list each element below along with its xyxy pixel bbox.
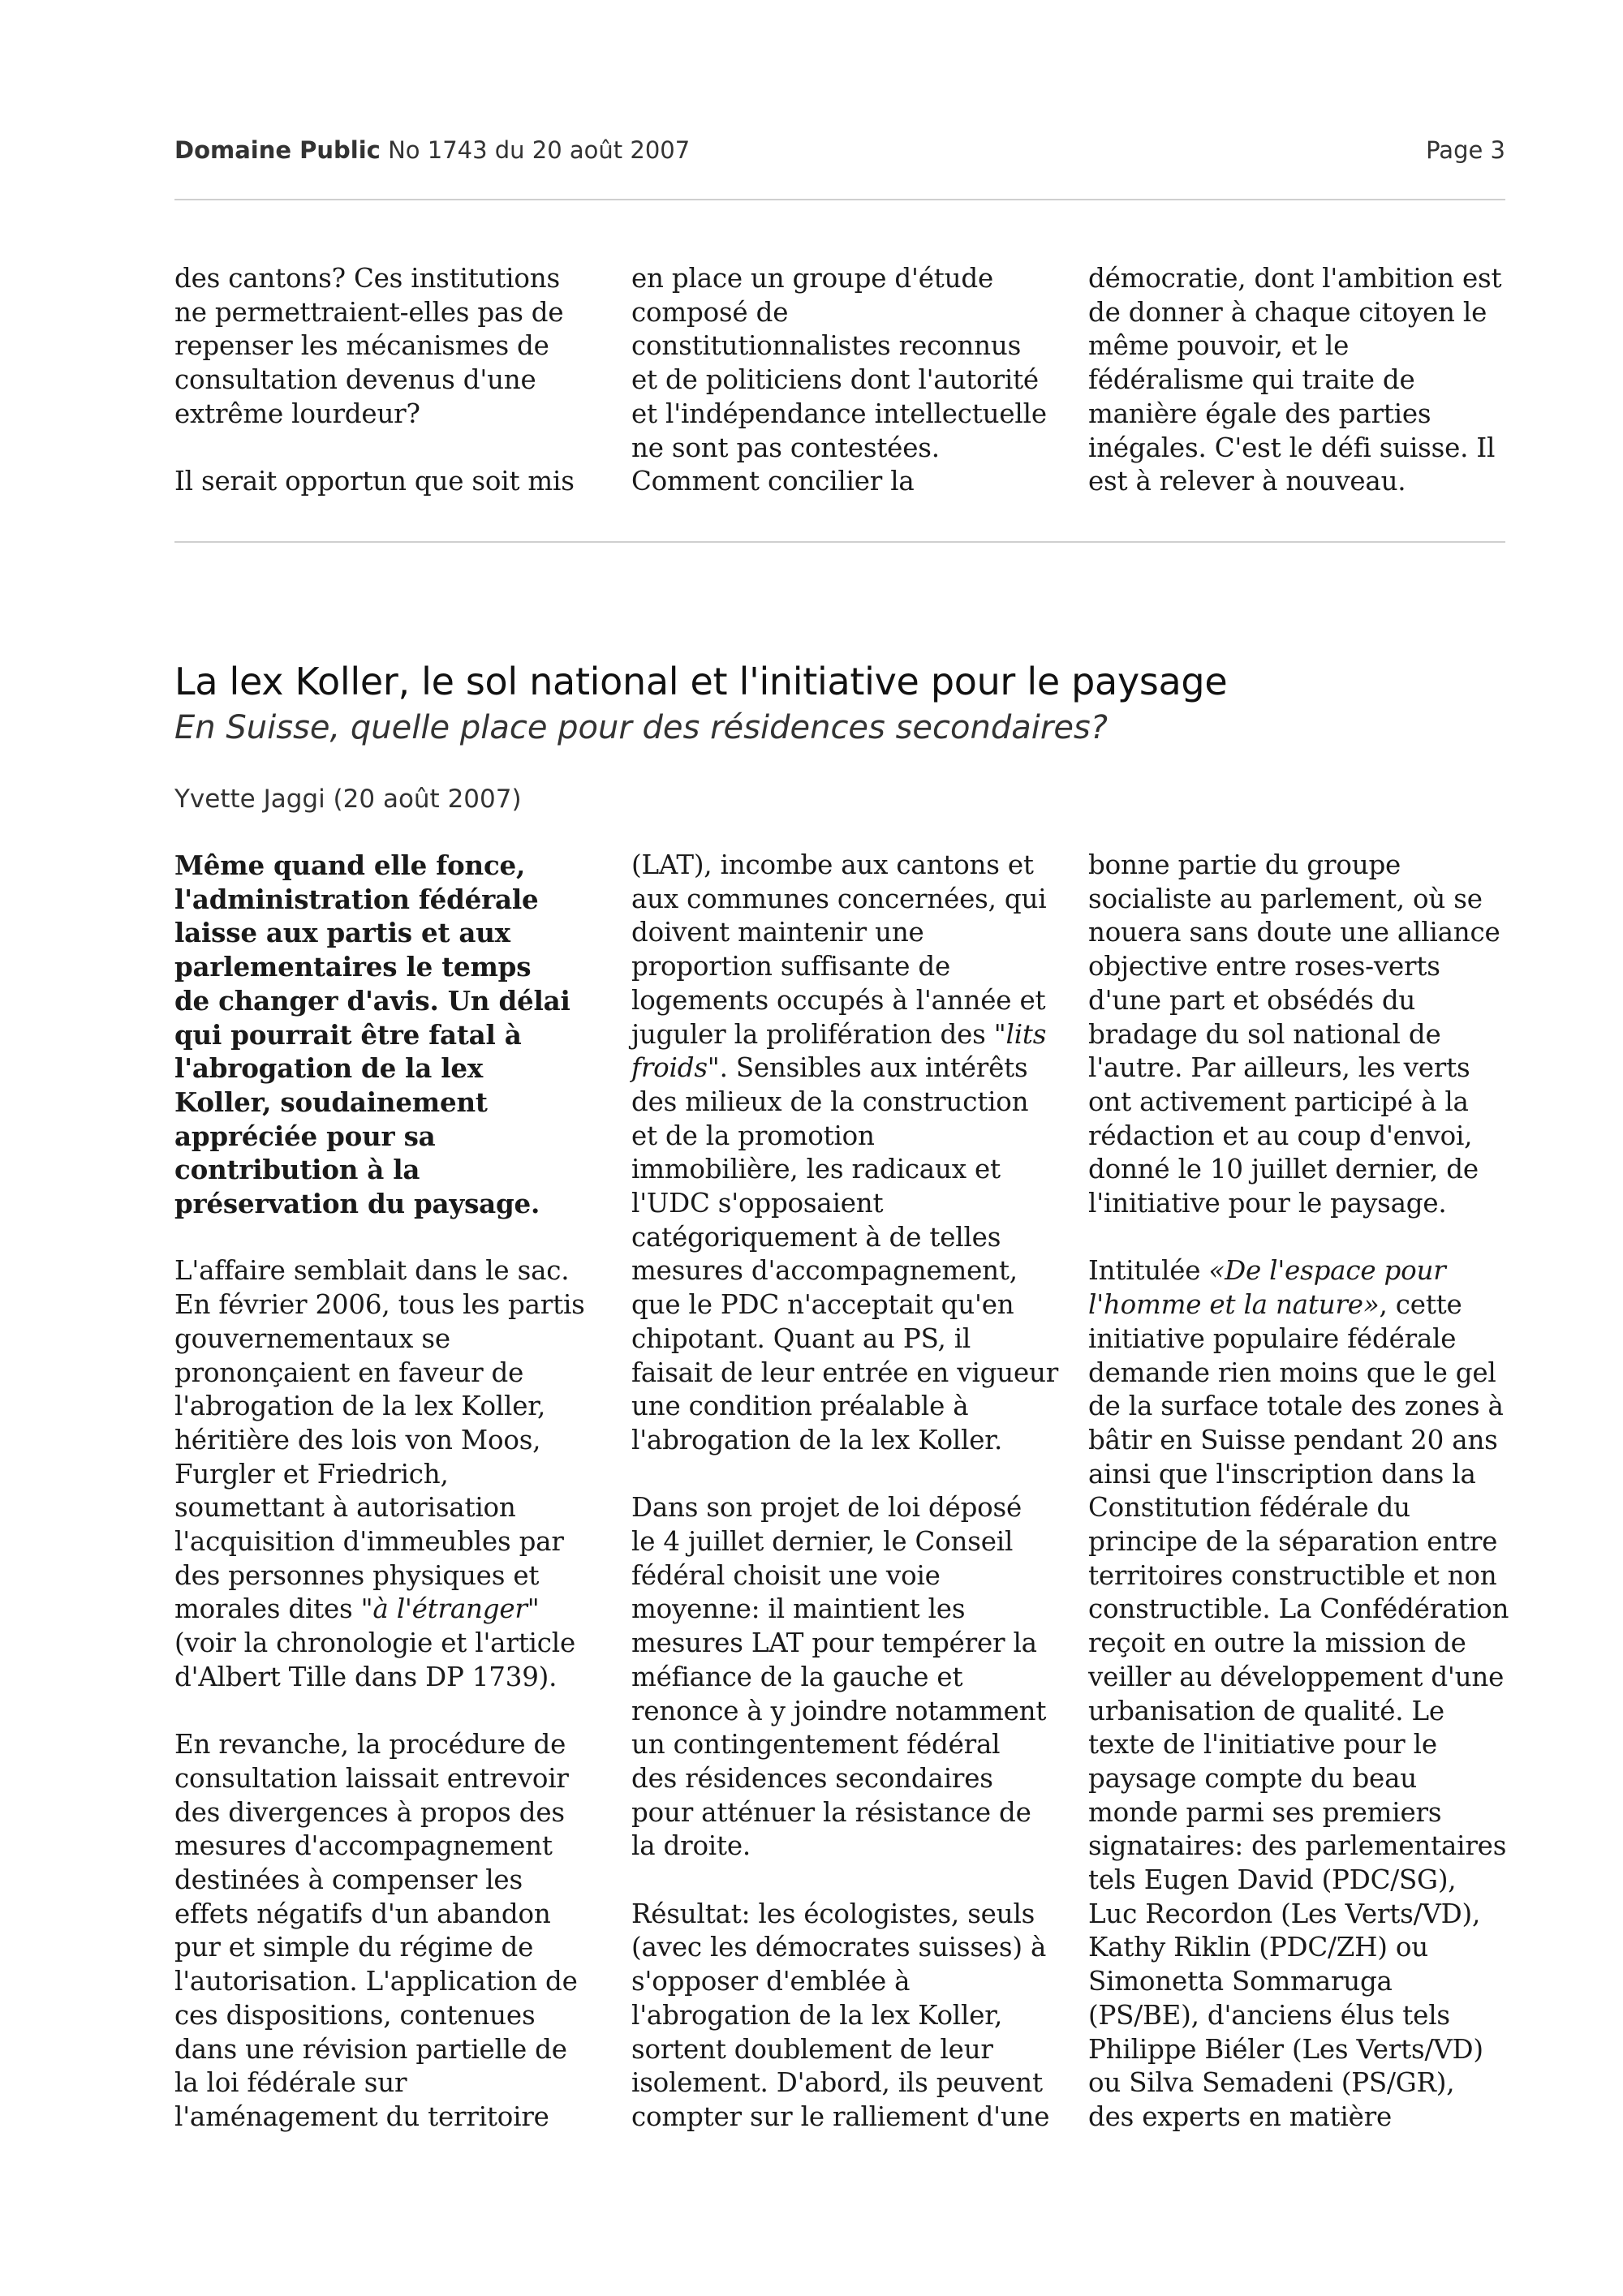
lead-line: l'abrogation de la lex <box>174 1052 484 1085</box>
text-line: immobilière, les radicaux et <box>631 1154 1001 1185</box>
text-line: l'acquisition d'immeubles par <box>174 1526 564 1558</box>
text-line: et l'indépendance intellectuelle <box>631 398 1047 429</box>
text-line: mesures d'accompagnement <box>174 1830 553 1862</box>
text-line: ne sont pas contestées. <box>631 432 940 463</box>
text-line: démocratie, dont l'ambition est <box>1088 263 1502 294</box>
text-line: des résidences secondaires <box>631 1762 993 1794</box>
text-line: mesures LAT pour tempérer la <box>631 1627 1037 1659</box>
text-line: veiller au développement d'une <box>1088 1661 1505 1692</box>
text-line: fédéralisme qui traite de <box>1088 364 1415 396</box>
text-line: de la surface totale des zones à <box>1088 1391 1504 1422</box>
text-line: inégales. C'est le défi suisse. Il <box>1088 432 1496 463</box>
text-line: repenser les mécanismes de <box>174 330 549 362</box>
text-line: territoires constructible et non <box>1088 1559 1497 1591</box>
lead-line: l'administration fédérale <box>174 883 539 915</box>
text-run: , cette <box>1379 1289 1462 1321</box>
article-divider <box>174 541 1505 543</box>
article-col-2 <box>631 849 1059 2135</box>
text-line: des milieux de la construction <box>631 1086 1029 1117</box>
text-line: (voir la chronologie et l'article <box>174 1627 575 1659</box>
text-line <box>631 1018 1053 1052</box>
lead-line: contribution à la <box>174 1154 420 1186</box>
text-run: morales dites <box>174 1593 361 1625</box>
text-line: tels Eugen David (PDC/SG), <box>1088 1864 1457 1896</box>
italic-run: froids" <box>631 1052 720 1084</box>
text-line: chipotant. Quant au PS, il <box>631 1322 971 1354</box>
article-subtitle: En Suisse, quelle place pour des résidences secondaires? <box>174 709 1108 746</box>
text-line: catégoriquement à de telles <box>631 1221 1001 1253</box>
text-line: renonce à y joindre notamment <box>631 1695 1047 1726</box>
text-run: juguler la prolifération des <box>631 1018 994 1050</box>
text-line: effets négatifs d'un abandon <box>174 1898 551 1929</box>
lead-line: parlementaires le temps <box>174 951 532 983</box>
text-line: Simonetta Sommaruga <box>1088 1966 1393 1997</box>
text-line: Il serait opportun que soit mis <box>174 466 575 497</box>
text-line: composé de <box>631 296 789 328</box>
text-line <box>631 1051 1053 1086</box>
text-line: Dans son projet de loi déposé <box>631 1492 1022 1524</box>
paragraph-gap <box>631 1458 1053 1492</box>
text-line: d'Albert Tille dans DP 1739). <box>174 1661 558 1692</box>
publication-name: Domaine Public <box>174 136 381 164</box>
running-header <box>174 136 1505 169</box>
text-line: l'abrogation de la lex Koller. <box>631 1424 1003 1455</box>
text-line: Comment concilier la <box>631 466 915 497</box>
text-line: Furgler et Friedrich, <box>174 1458 449 1490</box>
text-line: logements occupés à l'année et <box>631 984 1046 1016</box>
prev-article-col-1 <box>174 262 596 499</box>
text-line: s'opposer d'emblée à <box>631 1966 911 1997</box>
text-line: ne permettraient-elles pas de <box>174 296 564 328</box>
text-line: Luc Recordon (Les Verts/VD), <box>1088 1898 1481 1929</box>
text-line: sortent doublement de leur <box>631 2033 993 2065</box>
text-line: l'aménagement du territoire <box>174 2100 549 2132</box>
text-line: l'abrogation de la lex Koller, <box>174 1391 546 1422</box>
text-line: consultation laissait entrevoir <box>174 1762 569 1794</box>
article-title: La lex Koller, le sol national et l'initiative pour le paysage <box>174 660 1228 703</box>
text-line: Constitution fédérale du <box>1088 1492 1410 1524</box>
text-line: l'autre. Par ailleurs, les verts <box>1088 1052 1470 1084</box>
text-line <box>174 1593 596 1627</box>
lead-line: laisse aux partis et aux <box>174 917 510 949</box>
italic-run: l'homme et la nature» <box>1088 1289 1380 1321</box>
text-line: le 4 juillet dernier, le Conseil <box>631 1526 1014 1558</box>
paragraph-gap <box>174 432 596 466</box>
text-line: gouvernementaux se <box>174 1322 450 1354</box>
lead-line: appréciée pour sa <box>174 1120 436 1152</box>
text-line: manière égale des parties <box>1088 398 1431 429</box>
text-line: un contingentement fédéral <box>631 1729 1001 1761</box>
text-line: dans une révision partielle de <box>174 2033 567 2065</box>
text-line: principe de la séparation entre <box>1088 1526 1498 1558</box>
text-line: en place un groupe d'étude <box>631 263 994 294</box>
text-line: ainsi que l'inscription dans la <box>1088 1458 1476 1490</box>
text-line: héritière des lois von Moos, <box>174 1424 541 1455</box>
text-line: constitutionnalistes reconnus <box>631 330 1022 362</box>
text-line: donné le 10 juillet dernier, de <box>1088 1154 1479 1185</box>
article-col-1 <box>174 849 596 2135</box>
text-line: ces dispositions, contenues <box>174 1999 536 2031</box>
text-line: destinées à compenser les <box>174 1864 523 1896</box>
italic-run: "lits <box>993 1018 1047 1050</box>
text-line: des experts en matière <box>1088 2101 1392 2132</box>
paragraph-gap <box>631 1864 1053 1898</box>
text-line: fédéral choisit une voie <box>631 1559 941 1591</box>
text-line: ou Silva Semadeni (PS/GR), <box>1088 2067 1455 2099</box>
text-line: consultation devenus d'une <box>174 364 536 396</box>
text-line: compter sur le ralliement d'une <box>631 2100 1050 2132</box>
text-line: Résultat: les écologistes, seuls <box>631 1898 1035 1929</box>
text-line: aux communes concernées, qui <box>631 883 1047 914</box>
text-line: ont activement participé à la <box>1088 1086 1469 1117</box>
text-line: isolement. D'abord, ils peuvent <box>631 2067 1043 2099</box>
text-run: Intitulée <box>1088 1255 1209 1287</box>
text-line: nouera sans doute une alliance <box>1088 917 1500 948</box>
text-line: texte de l'initiative pour le <box>1088 1729 1437 1761</box>
text-line: et de la promotion <box>631 1120 875 1151</box>
issue-info: No 1743 du 20 août 2007 <box>388 136 691 164</box>
text-line: pour atténuer la résistance de <box>631 1796 1031 1828</box>
text-line: l'initiative pour le paysage. <box>1088 1188 1447 1219</box>
text-line: des personnes physiques et <box>174 1559 540 1591</box>
text-line <box>1088 1254 1510 1288</box>
text-line: et de politiciens dont l'autorité <box>631 364 1039 396</box>
italic-run: "à l'étranger" <box>360 1593 540 1625</box>
text-line: mesures d'accompagnement, <box>631 1255 1018 1287</box>
text-line: demande rien moins que le gel <box>1088 1357 1496 1388</box>
article-lead <box>174 849 596 1221</box>
text-line: l'autorisation. L'application de <box>174 1966 578 1997</box>
text-line: rédaction et au coup d'envoi, <box>1088 1120 1473 1151</box>
lead-line: Koller, soudainement <box>174 1086 488 1118</box>
text-line: socialiste au parlement, où se <box>1088 883 1483 914</box>
text-line: Kathy Riklin (PDC/ZH) ou <box>1088 1932 1429 1963</box>
text-line: L'affaire semblait dans le sac. <box>174 1255 570 1287</box>
paragraph-gap <box>174 1221 596 1255</box>
text-line: l'UDC s'opposaient <box>631 1188 884 1219</box>
text-line: d'une part et obsédés du <box>1088 984 1416 1016</box>
text-line: méfiance de la gauche et <box>631 1661 963 1692</box>
text-line: de donner à chaque citoyen le <box>1088 296 1487 328</box>
text-line: constructible. La Confédération <box>1088 1593 1509 1625</box>
text-line: des divergences à propos des <box>174 1796 565 1828</box>
text-line: (avec les démocrates suisses) à <box>631 1932 1047 1963</box>
text-line: une condition préalable à <box>631 1391 969 1422</box>
text-line: bradage du sol national de <box>1088 1018 1441 1050</box>
text-line: urbanisation de qualité. Le <box>1088 1695 1444 1726</box>
italic-run: «De l'espace pour <box>1208 1255 1446 1287</box>
prev-article-col-3 <box>1088 262 1510 499</box>
text-line: (PS/BE), d'anciens élus tels <box>1088 1999 1450 2031</box>
text-line: bonne partie du groupe <box>1088 849 1401 880</box>
prev-article-col-2 <box>631 262 1053 499</box>
lead-line: préservation du paysage. <box>174 1188 540 1220</box>
text-line: prononçaient en faveur de <box>174 1357 524 1388</box>
text-line: est à relever à nouveau. <box>1088 466 1406 497</box>
text-line: proportion suffisante de <box>631 951 951 982</box>
text-line: bâtir en Suisse pendant 20 ans <box>1088 1424 1498 1455</box>
text-line: moyenne: il maintient les <box>631 1593 966 1625</box>
text-line: même pouvoir, et le <box>1088 330 1350 362</box>
text-line: Philippe Biéler (Les Verts/VD) <box>1088 2033 1483 2065</box>
text-line: extrême lourdeur? <box>174 398 420 429</box>
lead-line: de changer d'avis. Un délai <box>174 984 570 1017</box>
text-line: En février 2006, tous les partis <box>174 1289 585 1321</box>
text-line: paysage compte du beau <box>1088 1762 1417 1794</box>
article-byline: Yvette Jaggi (20 août 2007) <box>174 785 522 814</box>
text-line: (LAT), incombe aux cantons et <box>631 849 1034 880</box>
text-line <box>1088 1288 1510 1322</box>
text-line: la droite. <box>631 1830 751 1862</box>
text-line: En revanche, la procédure de <box>174 1729 566 1761</box>
text-line: la loi fédérale sur <box>174 2067 407 2099</box>
text-line: l'abrogation de la lex Koller, <box>631 1999 1003 2031</box>
lead-line: qui pourrait être fatal à <box>174 1018 522 1051</box>
text-line: reçoit en outre la mission de <box>1088 1627 1466 1659</box>
page-number: Page 3 <box>1426 136 1505 164</box>
text-line: que le PDC n'acceptait qu'en <box>631 1289 1014 1321</box>
header-divider <box>174 199 1505 200</box>
paragraph-gap <box>174 1695 596 1729</box>
text-run: . Sensibles aux intérêts <box>719 1052 1028 1084</box>
lead-line: Même quand elle fonce, <box>174 849 526 881</box>
text-line: faisait de leur entrée en vigueur <box>631 1357 1059 1388</box>
text-line: des cantons? Ces institutions <box>174 263 560 294</box>
paragraph-gap <box>1088 1221 1510 1255</box>
text-line: signataires: des parlementaires <box>1088 1830 1507 1862</box>
text-line: pur et simple du régime de <box>174 1932 534 1963</box>
text-line: soumettant à autorisation <box>174 1492 516 1524</box>
article-col-3 <box>1088 849 1510 2135</box>
text-line: initiative populaire fédérale <box>1088 1322 1457 1354</box>
text-line: monde parmi ses premiers <box>1088 1796 1442 1828</box>
text-line: doivent maintenir une <box>631 917 924 948</box>
text-line: objective entre roses-verts <box>1088 951 1440 982</box>
